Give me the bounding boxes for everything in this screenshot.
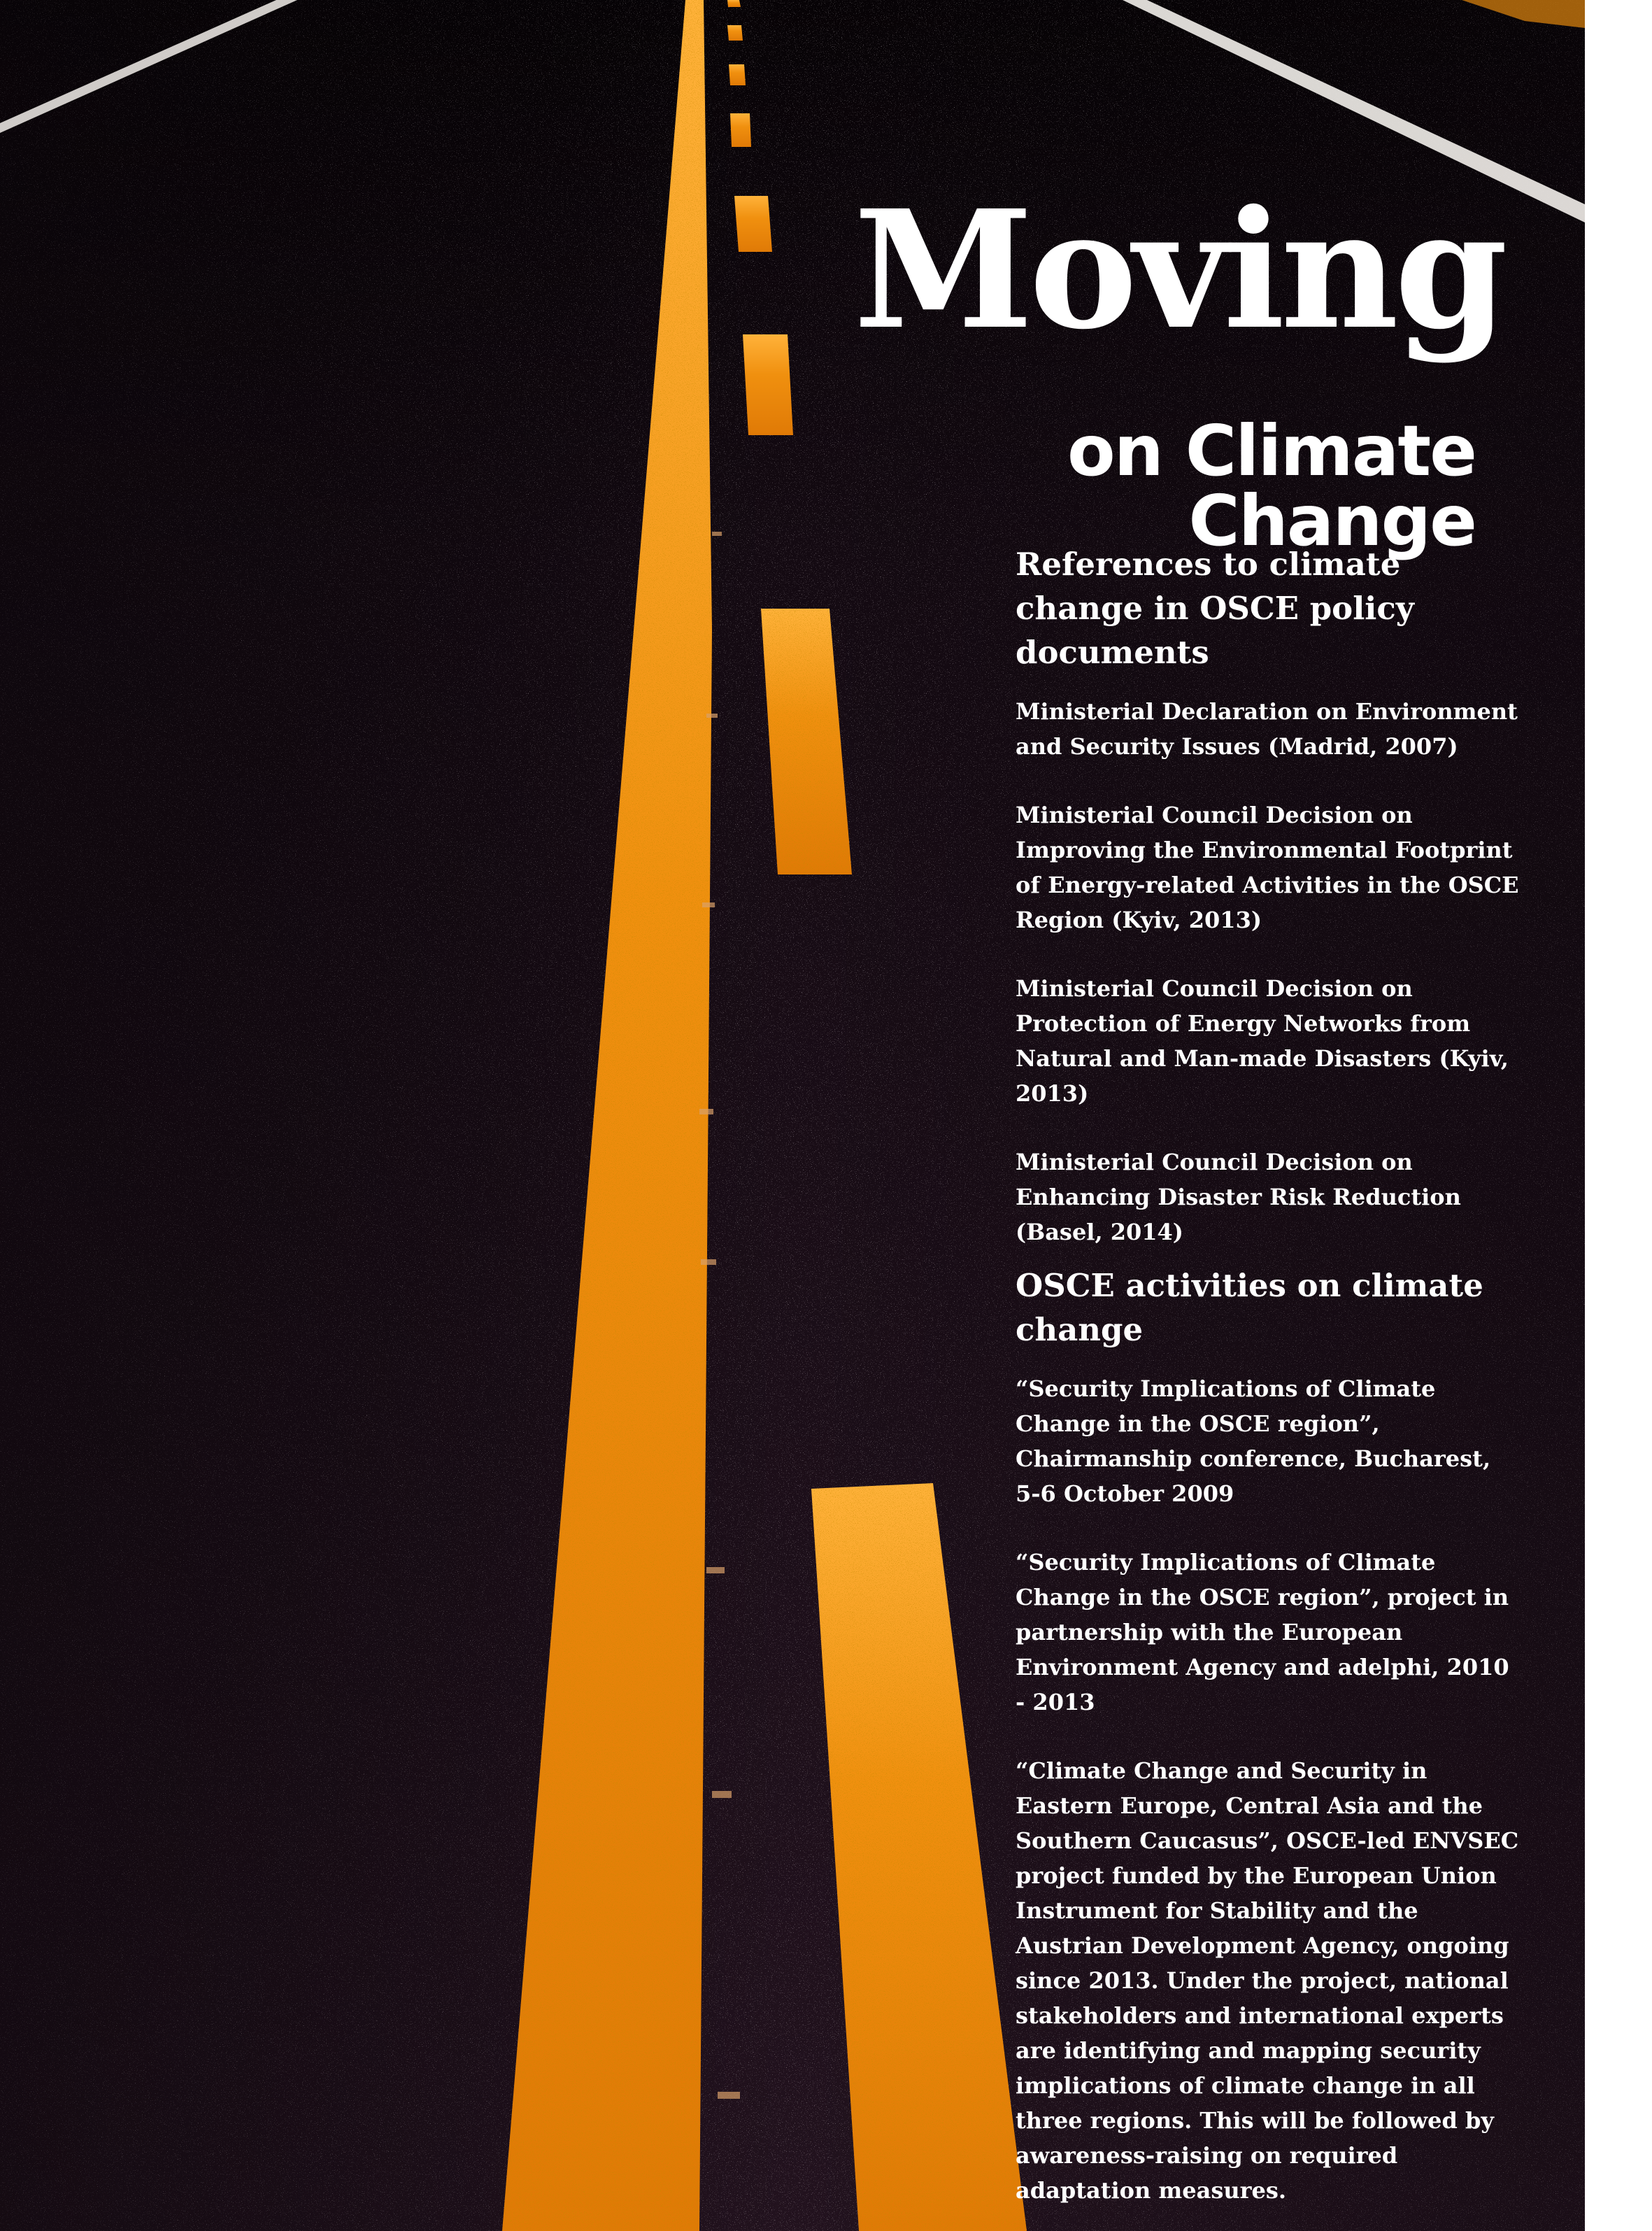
section-heading: References to climate change in OSCE policy documents: [1016, 546, 1414, 671]
list-item: Ministerial Declaration on Environment and Security Issues (Madrid, 2007): [1016, 698, 1518, 760]
title-moving: Moving: [853, 174, 1504, 365]
section-policy-documents: [1016, 542, 1519, 1249]
section-heading: OSCE activities on climate change: [1016, 1267, 1483, 1348]
list-item: Ministerial Council Decision on Protection of Energy Networks from Natural and Man-made Disasters (Kyiv, 2013): [1016, 975, 1509, 1107]
section-activities: [1016, 1263, 1519, 2208]
title-subtitle: on Climate Change: [1067, 410, 1476, 562]
list-item: “Climate Change and Security in Eastern Europe, Central Asia and the Southern Caucasus”, OSCE-led ENVSEC project funded by the European Union Instrument for Stability and the Austrian Development Agency, ongoing since 2013. Under the project, national stakeholders and international experts are identifying and mapping security implications of climate change in all three regions. This will be followed by awareness-raising on required adaptation measures.: [1016, 1757, 1519, 2204]
list-item: “Security Implications of Climate Change in the OSCE region”, Chairmanship conference, Bucharest, 5-6 October 2009: [1016, 1375, 1491, 1507]
list-item: “Security Implications of Climate Change in the OSCE region”, project in partnership with the European Environment Agency and adelphi, 2010 - 2013: [1016, 1549, 1509, 1715]
list-item: Ministerial Council Decision on Enhancing Disaster Risk Reduction (Basel, 2014): [1016, 1149, 1461, 1245]
content-column: [1016, 542, 1519, 2208]
list-item: Ministerial Council Decision on Improving the Environmental Footprint of Energy-related Activities in the OSCE Region (Kyiv, 2013): [1016, 802, 1519, 933]
page-margin: [1585, 0, 1652, 2231]
